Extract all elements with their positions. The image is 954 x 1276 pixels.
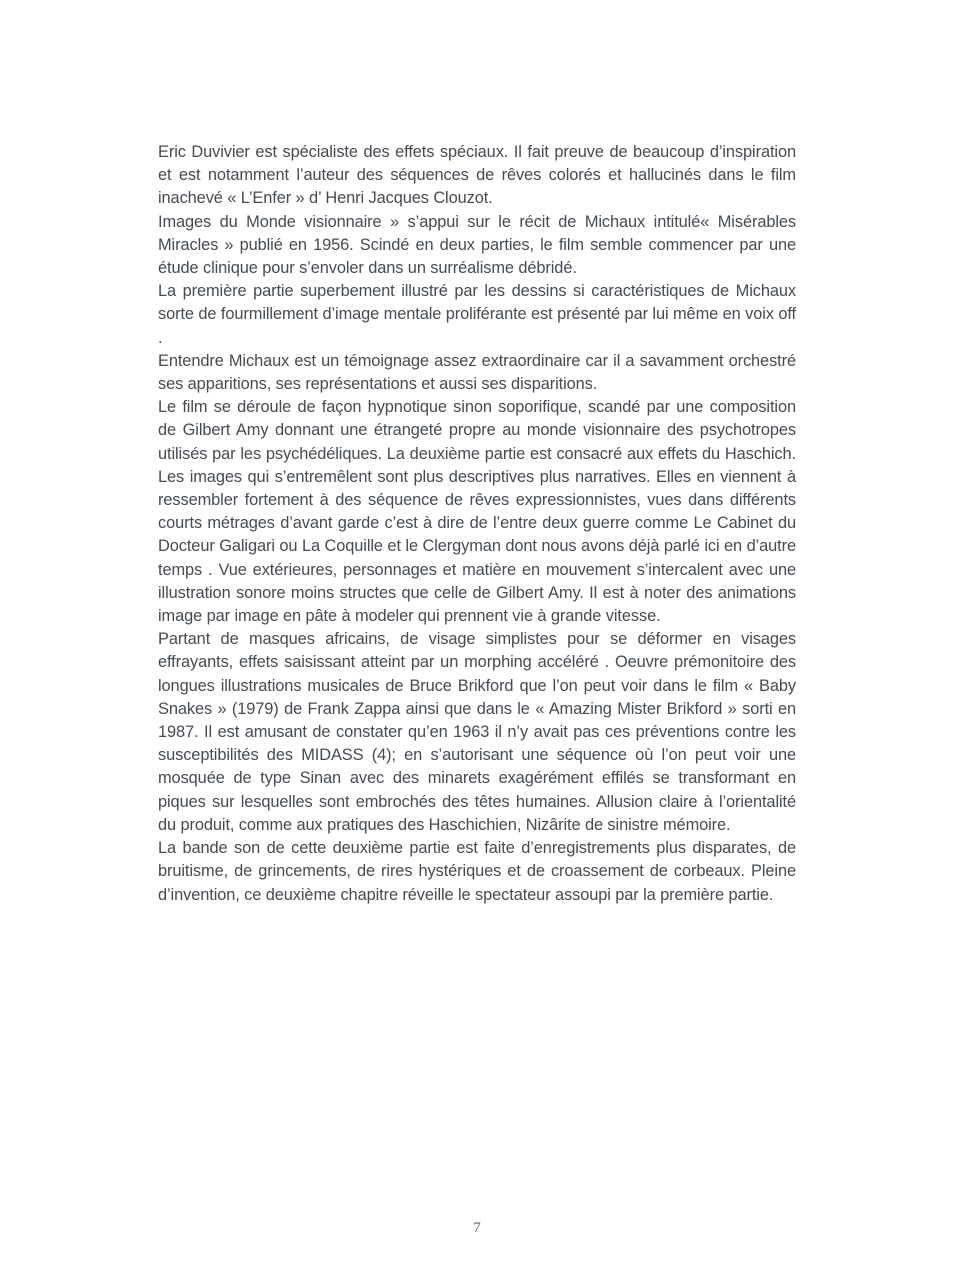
paragraph-le-film-se-deroule: Le film se déroule de façon hypnotique sinon soporifique, scandé par une composition de Gilbert Amy donnant une étrangeté propre au monde visionnaire des psychotropes utilisés par les psychédéliques. La deuxième partie est consacré aux effets du Haschich. Les images qui s’entremêlent sont plus descriptives plus narratives. Elles en viennent à ressembler fortement à des séquence de rêves expressionnistes, vues dans différents courts métrages d’avant garde c’est à dire de l’entre deux guerre comme Le Cabinet du Docteur Galigari ou La Coquille et le Clergyman dont nous avons déjà parlé ici en d’autre temps . Vue extérieures, personnages et matière en mouvement s’intercalent avec une illustration sonore moins structes que celle de Gilbert Amy. Il est à noter des animations image par image en pâte à modeler qui prennent vie à grande vitesse. [158, 398, 796, 626]
paragraph-images-du-monde: Images du Monde visionnaire » s’appui sur le récit de Michaux intitulé« Misérables Miracles » publié en 1956. Scindé en deux parties, le film semble commencer par une étude clinique pour s’envoler dans un surréalisme débridé. [158, 212, 796, 278]
paragraph-bande-son: La bande son de cette deuxième partie est faite d’enregistrements plus disparates, de bruitisme, de grincements, de rires hystériques et de croassement de corbeaux. Pleine d’invention, ce deuxième chapitre réveille le spectateur assoupi par la première partie. [158, 839, 796, 904]
paragraph-eric-duvivier: Eric Duvivier est spécialiste des effets spéciaux. Il fait preuve de beaucoup d’inspiration et est notamment l’auteur des séquences de rêves colorés et hallucinés dans le film inachevé « L’Enfer » d’ Henri Jacques Clouzot. [158, 143, 796, 208]
body-text [158, 141, 796, 907]
paragraph-entendre-michaux: Entendre Michaux est un témoignage assez extraordinaire car il a savamment orchestré ses apparitions, ses représentations et aussi ses disparitions. [158, 351, 796, 394]
page-number: 7 [473, 1220, 481, 1236]
paragraph-masques-africains: Partant de masques africains, de visage simplistes pour se déformer en visages effrayants, effets saisissant atteint par un morphing accéléré . Oeuvre prémonitoire des longues illustrations musicales de Bruce Brikford que l’on peut voir dans le film « Baby Snakes » (1979) de Frank Zappa ainsi que dans le « Amazing Mister Brikford » sorti en 1987. Il est amusant de constater qu’en 1963 il n’y avait pas ces préventions contre les susceptibilités des MIDASS (4); en s’autorisant une séquence où l’on peut voir une mosquée de type Sinan avec des minarets exagérément effilés se transformant en piques sur lesquelles sont embrochés des têtes humaines. Allusion claire à l’orientalité du produit, comme aux pratiques des Haschichien, Nizârite de sinistre mémoire. [158, 630, 796, 834]
paragraph-premiere-partie: La première partie superbement illustré par les dessins si caractéristiques de Michaux sorte de fourmillement d’image mentale proliférante est présenté par lui même en voix off . [158, 282, 796, 347]
